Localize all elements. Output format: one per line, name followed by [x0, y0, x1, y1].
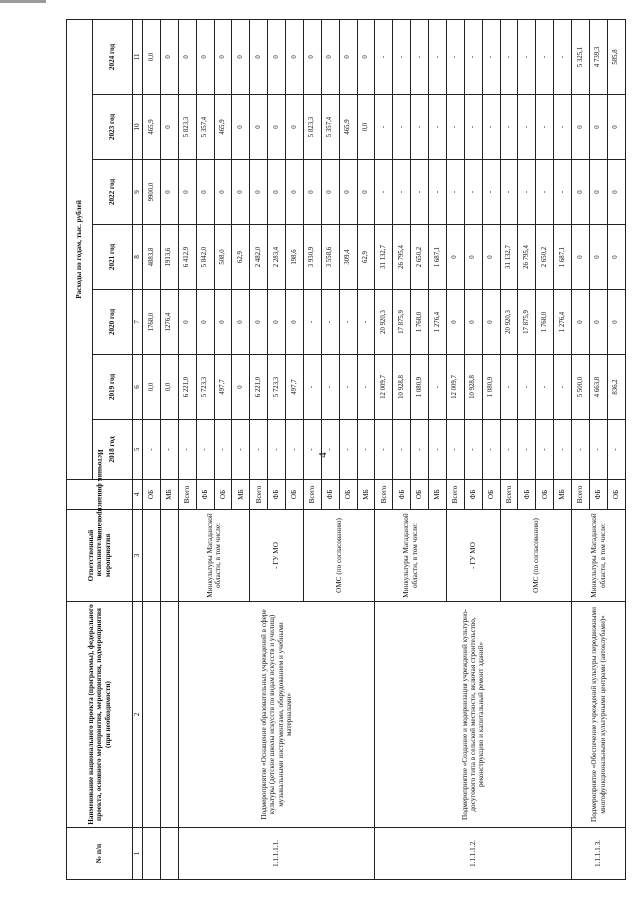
- funding-source-cell: ОБ: [411, 480, 429, 510]
- amount-cell: 0: [607, 160, 625, 225]
- amount-cell: -: [429, 355, 447, 420]
- amount-cell: 0: [268, 19, 286, 94]
- amount-cell: 0: [232, 290, 250, 355]
- amount-cell: 1276,4: [160, 290, 178, 355]
- amount-cell: -: [500, 19, 518, 94]
- amount-cell: -: [303, 290, 321, 355]
- funding-source-cell: ОБ: [214, 480, 232, 510]
- amount-cell: -: [482, 420, 500, 480]
- column-index: 11: [133, 19, 143, 94]
- amount-cell: 0: [572, 160, 590, 225]
- amount-cell: -: [518, 19, 536, 94]
- amount-cell: -: [464, 19, 482, 94]
- amount-cell: -: [250, 420, 268, 480]
- amount-cell: -: [393, 420, 411, 480]
- number-cell: [160, 828, 178, 880]
- amount-cell: 0: [357, 160, 375, 225]
- amount-cell: 0: [250, 95, 268, 160]
- funding-source-cell: ФБ: [196, 480, 214, 510]
- amount-cell: 1 768,0: [536, 290, 554, 355]
- amount-cell: -: [411, 420, 429, 480]
- amount-cell: 0: [250, 290, 268, 355]
- amount-cell: 198,6: [286, 225, 304, 290]
- header-executor: Ответственный исполнитель мероприятия: [67, 510, 133, 602]
- amount-cell: -: [375, 19, 393, 94]
- amount-cell: -: [375, 95, 393, 160]
- amount-cell: -: [357, 420, 375, 480]
- amount-cell: -: [375, 160, 393, 225]
- amount-cell: 0: [232, 355, 250, 420]
- amount-cell: -: [572, 420, 590, 480]
- amount-cell: 0: [607, 290, 625, 355]
- amount-cell: 26 795,4: [393, 225, 411, 290]
- amount-cell: 20 920,3: [375, 290, 393, 355]
- amount-cell: -: [429, 19, 447, 94]
- amount-cell: 6 221,0: [178, 355, 196, 420]
- amount-cell: -: [411, 160, 429, 225]
- amount-cell: -: [160, 420, 178, 480]
- funding-source-cell: МБ: [160, 480, 178, 510]
- amount-cell: -: [500, 95, 518, 160]
- executor-cell: Минкультуры Магаданской области, в том числе:: [178, 510, 250, 602]
- column-index: 5: [133, 420, 143, 480]
- amount-cell: 31 132,7: [375, 225, 393, 290]
- amount-cell: 0: [196, 290, 214, 355]
- funding-source-cell: Всего: [572, 480, 590, 510]
- amount-cell: 0: [303, 160, 321, 225]
- amount-cell: -: [339, 290, 357, 355]
- funding-source-cell: Всего: [178, 480, 196, 510]
- amount-cell: -: [303, 355, 321, 420]
- funding-source-cell: Всего: [250, 480, 268, 510]
- amount-cell: 309,4: [339, 225, 357, 290]
- amount-cell: 0: [321, 19, 339, 94]
- funding-source-cell: Всего: [446, 480, 464, 510]
- funding-source-cell: МБ: [429, 480, 447, 510]
- amount-cell: -: [536, 95, 554, 160]
- number-cell: [143, 828, 161, 880]
- amount-cell: 0: [589, 160, 607, 225]
- amount-cell: -: [464, 95, 482, 160]
- amount-cell: -: [518, 95, 536, 160]
- funding-source-cell: Всего: [500, 480, 518, 510]
- amount-cell: 0: [339, 19, 357, 94]
- amount-cell: 497,7: [286, 355, 304, 420]
- amount-cell: -: [500, 160, 518, 225]
- table-body: [143, 19, 626, 879]
- amount-cell: 0: [607, 95, 625, 160]
- amount-cell: 62,9: [357, 225, 375, 290]
- funding-source-cell: ОБ: [536, 480, 554, 510]
- amount-cell: 0: [572, 290, 590, 355]
- amount-cell: 508,0: [214, 225, 232, 290]
- amount-cell: 1 687,1: [554, 225, 572, 290]
- amount-cell: -: [268, 420, 286, 480]
- amount-cell: 0: [160, 95, 178, 160]
- amount-cell: -: [500, 355, 518, 420]
- funding-source-cell: Всего: [303, 480, 321, 510]
- column-index: 4: [133, 480, 143, 510]
- table-row: [572, 19, 590, 879]
- column-index: 9: [133, 160, 143, 225]
- amount-cell: 836,2: [607, 355, 625, 420]
- amount-cell: 2 650,2: [536, 225, 554, 290]
- amount-cell: -: [357, 355, 375, 420]
- amount-cell: 1 080,9: [411, 355, 429, 420]
- amount-cell: -: [482, 160, 500, 225]
- executor-cell: ОМС (по согласованию): [500, 510, 572, 602]
- amount-cell: -: [518, 355, 536, 420]
- amount-cell: 17 875,9: [518, 290, 536, 355]
- amount-cell: -: [446, 95, 464, 160]
- amount-cell: 0: [160, 160, 178, 225]
- scan-corner-mark: [0, 0, 46, 3]
- section-number: 1.1.1.1.3.: [572, 828, 626, 880]
- amount-cell: 9900,0: [143, 160, 161, 225]
- amount-cell: -: [446, 420, 464, 480]
- amount-cell: 0: [589, 290, 607, 355]
- section-name: Подмероприятие «Оснащение образовательных учреждений в сфере культуры (детские школы искусств по видам искусств и училищ) музыкальными инструментами, оборудованием и учебными материалами»: [178, 602, 375, 828]
- continuation-row: [143, 19, 161, 879]
- amount-cell: 1913,6: [160, 225, 178, 290]
- header-year-2021: 2021 год: [93, 225, 133, 290]
- amount-cell: 1 276,4: [429, 290, 447, 355]
- amount-cell: 0: [286, 95, 304, 160]
- amount-cell: -: [143, 420, 161, 480]
- amount-cell: -: [554, 19, 572, 94]
- amount-cell: 2 482,0: [250, 225, 268, 290]
- amount-cell: 4883,8: [143, 225, 161, 290]
- budget-table: [66, 19, 626, 880]
- amount-cell: 0: [268, 160, 286, 225]
- amount-cell: 585,8: [607, 19, 625, 94]
- funding-source-cell: МБ: [232, 480, 250, 510]
- amount-cell: 1 687,1: [429, 225, 447, 290]
- executor-cell: - ГУ МО: [250, 510, 304, 602]
- header-year-2020: 2020 год: [93, 290, 133, 355]
- amount-cell: -: [196, 420, 214, 480]
- amount-cell: 5 357,4: [321, 95, 339, 160]
- amount-cell: -: [482, 95, 500, 160]
- amount-cell: -: [375, 420, 393, 480]
- funding-source-cell: ОБ: [482, 480, 500, 510]
- amount-cell: 10 928,8: [464, 355, 482, 420]
- amount-cell: 4 739,3: [589, 19, 607, 94]
- amount-cell: 1 276,4: [554, 290, 572, 355]
- amount-cell: 0: [268, 290, 286, 355]
- executor-cell: ОМС (по согласованию): [303, 510, 375, 602]
- amount-cell: -: [321, 290, 339, 355]
- executor-cell: - ГУ МО: [446, 510, 500, 602]
- funding-source-cell: Всего: [375, 480, 393, 510]
- column-index-row: [133, 19, 143, 879]
- amount-cell: 0: [232, 95, 250, 160]
- amount-cell: 0: [214, 19, 232, 94]
- section-name: Подмероприятие «Обеспечение учреждений культуры передвижными многофункциональными культурными центрами (автоклубами)»: [572, 602, 626, 828]
- amount-cell: 3 558,6: [321, 225, 339, 290]
- amount-cell: 0,0: [143, 19, 161, 94]
- header-year-2022: 2022 год: [93, 160, 133, 225]
- amount-cell: -: [536, 420, 554, 480]
- funding-source-cell: ФБ: [589, 480, 607, 510]
- column-index: 8: [133, 225, 143, 290]
- amount-cell: 1768,0: [143, 290, 161, 355]
- amount-cell: 0,0: [143, 355, 161, 420]
- amount-cell: 0: [286, 160, 304, 225]
- amount-cell: 5 723,3: [196, 355, 214, 420]
- funding-source-cell: МБ: [554, 480, 572, 510]
- amount-cell: 5 357,4: [196, 95, 214, 160]
- column-index: 1: [133, 828, 143, 880]
- amount-cell: 5 325,1: [572, 19, 590, 94]
- column-index: 6: [133, 355, 143, 420]
- header-year-2019: 2019 год: [93, 355, 133, 420]
- amount-cell: -: [321, 355, 339, 420]
- amount-cell: 0: [572, 95, 590, 160]
- amount-cell: -: [554, 95, 572, 160]
- funding-source-cell: ФБ: [321, 480, 339, 510]
- amount-cell: 5 723,3: [268, 355, 286, 420]
- funding-source-cell: ФБ: [268, 480, 286, 510]
- executor-cell: Минкультуры Магаданской области, в том числе:: [375, 510, 447, 602]
- amount-cell: 10 928,8: [393, 355, 411, 420]
- column-index: 10: [133, 95, 143, 160]
- amount-cell: 0: [286, 290, 304, 355]
- amount-cell: 0: [178, 19, 196, 94]
- amount-cell: -: [518, 160, 536, 225]
- amount-cell: 0: [286, 19, 304, 94]
- amount-cell: 0: [214, 160, 232, 225]
- amount-cell: 0: [482, 290, 500, 355]
- amount-cell: -: [339, 355, 357, 420]
- amount-cell: -: [536, 160, 554, 225]
- funding-source-cell: ФБ: [393, 480, 411, 510]
- amount-cell: 0: [446, 290, 464, 355]
- funding-source-cell: ОБ: [286, 480, 304, 510]
- amount-cell: 0: [607, 225, 625, 290]
- amount-cell: 0: [250, 160, 268, 225]
- amount-cell: -: [464, 160, 482, 225]
- amount-cell: -: [446, 160, 464, 225]
- amount-cell: 12 009,7: [446, 355, 464, 420]
- amount-cell: -: [393, 160, 411, 225]
- header-number: № п/п: [67, 828, 133, 880]
- amount-cell: 31 132,7: [500, 225, 518, 290]
- amount-cell: -: [393, 95, 411, 160]
- amount-cell: -: [411, 95, 429, 160]
- amount-cell: 0: [178, 160, 196, 225]
- amount-cell: 465,9: [339, 95, 357, 160]
- amount-cell: -: [339, 420, 357, 480]
- amount-cell: 6 221,0: [250, 355, 268, 420]
- amount-cell: 3 930,9: [303, 225, 321, 290]
- amount-cell: 4 663,8: [589, 355, 607, 420]
- amount-cell: 0: [464, 225, 482, 290]
- amount-cell: -: [446, 19, 464, 94]
- header-year-2024: 2024 год: [93, 19, 133, 94]
- amount-cell: -: [429, 160, 447, 225]
- amount-cell: 0: [232, 19, 250, 94]
- table-row: [375, 19, 393, 879]
- amount-cell: 0: [303, 19, 321, 94]
- amount-cell: -: [500, 420, 518, 480]
- amount-cell: -: [232, 420, 250, 480]
- amount-cell: 0: [196, 160, 214, 225]
- executor-cell: [143, 510, 161, 602]
- page-number: 4: [317, 452, 329, 458]
- amount-cell: 0,0: [357, 95, 375, 160]
- header-row-top: [67, 19, 93, 879]
- amount-cell: 1 768,0: [411, 290, 429, 355]
- continuation-row: [160, 19, 178, 879]
- amount-cell: 497,7: [214, 355, 232, 420]
- amount-cell: 0: [589, 95, 607, 160]
- funding-source-cell: ОБ: [607, 480, 625, 510]
- amount-cell: -: [554, 420, 572, 480]
- amount-cell: -: [178, 420, 196, 480]
- column-index: 7: [133, 290, 143, 355]
- amount-cell: -: [482, 19, 500, 94]
- amount-cell: 0: [196, 19, 214, 94]
- amount-cell: 0: [446, 225, 464, 290]
- amount-cell: 465,9: [214, 95, 232, 160]
- header-funding-source: Источник финансирования: [67, 480, 133, 510]
- amount-cell: 0: [464, 290, 482, 355]
- amount-cell: -: [518, 420, 536, 480]
- section-name: Подмероприятие «Создание и модернизация учреждений культурно-досугового типа в сельской местности, включая строительство, реконструкцию и капитальный ремонт зданий»: [375, 602, 572, 828]
- amount-cell: -: [554, 160, 572, 225]
- name-cell: [143, 602, 161, 828]
- amount-cell: -: [429, 420, 447, 480]
- amount-cell: 0: [232, 160, 250, 225]
- amount-cell: 2 283,4: [268, 225, 286, 290]
- amount-cell: 5 842,0: [196, 225, 214, 290]
- amount-cell: 20 920,3: [500, 290, 518, 355]
- amount-cell: -: [286, 420, 304, 480]
- amount-cell: 0: [589, 225, 607, 290]
- amount-cell: 0: [268, 95, 286, 160]
- funding-source-cell: ОБ: [143, 480, 161, 510]
- header-year-2023: 2023 год: [93, 95, 133, 160]
- funding-source-cell: ФБ: [518, 480, 536, 510]
- amount-cell: 26 795,4: [518, 225, 536, 290]
- amount-cell: -: [303, 420, 321, 480]
- amount-cell: -: [429, 95, 447, 160]
- executor-cell: Минкультуры Магаданской области, в том числе:: [572, 510, 626, 602]
- table-row: [178, 19, 196, 879]
- amount-cell: 0: [357, 19, 375, 94]
- amount-cell: 0: [572, 225, 590, 290]
- header-spending: Расходы по годам, тыс. рублей: [67, 19, 93, 479]
- amount-cell: 0: [160, 19, 178, 94]
- amount-cell: 17 875,9: [393, 290, 411, 355]
- amount-cell: 5 500,0: [572, 355, 590, 420]
- section-number: 1.1.1.1.1.: [178, 828, 375, 880]
- section-number: 1.1.1.1.2.: [375, 828, 572, 880]
- amount-cell: -: [464, 420, 482, 480]
- amount-cell: 5 823,3: [178, 95, 196, 160]
- amount-cell: -: [554, 355, 572, 420]
- amount-cell: -: [357, 290, 375, 355]
- amount-cell: 0: [482, 225, 500, 290]
- header-year-2018: 2018 год: [93, 420, 133, 480]
- amount-cell: 465,9: [143, 95, 161, 160]
- amount-cell: 12 009,7: [375, 355, 393, 420]
- amount-cell: -: [536, 19, 554, 94]
- amount-cell: -: [214, 420, 232, 480]
- amount-cell: 0: [214, 290, 232, 355]
- rotated-table-area: [66, 20, 626, 880]
- amount-cell: 2 650,2: [411, 225, 429, 290]
- amount-cell: 5 823,3: [303, 95, 321, 160]
- amount-cell: -: [607, 420, 625, 480]
- amount-cell: -: [393, 19, 411, 94]
- amount-cell: 6 412,9: [178, 225, 196, 290]
- funding-source-cell: МБ: [357, 480, 375, 510]
- amount-cell: 0: [250, 19, 268, 94]
- column-index: 3: [133, 510, 143, 602]
- amount-cell: 0: [178, 290, 196, 355]
- header-name: Наименование национального проекта (программы), федерального проекта, основного мероприятия, мероприятия, подмероприятия (при необходимости): [67, 602, 133, 828]
- amount-cell: -: [589, 420, 607, 480]
- funding-source-cell: ОБ: [339, 480, 357, 510]
- amount-cell: 0: [321, 160, 339, 225]
- amount-cell: 62,9: [232, 225, 250, 290]
- funding-source-cell: ФБ: [464, 480, 482, 510]
- name-cell: [160, 602, 178, 828]
- amount-cell: -: [321, 420, 339, 480]
- executor-cell: [160, 510, 178, 602]
- amount-cell: -: [411, 19, 429, 94]
- amount-cell: 0,0: [160, 355, 178, 420]
- amount-cell: -: [536, 355, 554, 420]
- amount-cell: 1 080,9: [482, 355, 500, 420]
- column-index: 2: [133, 602, 143, 828]
- amount-cell: 0: [339, 160, 357, 225]
